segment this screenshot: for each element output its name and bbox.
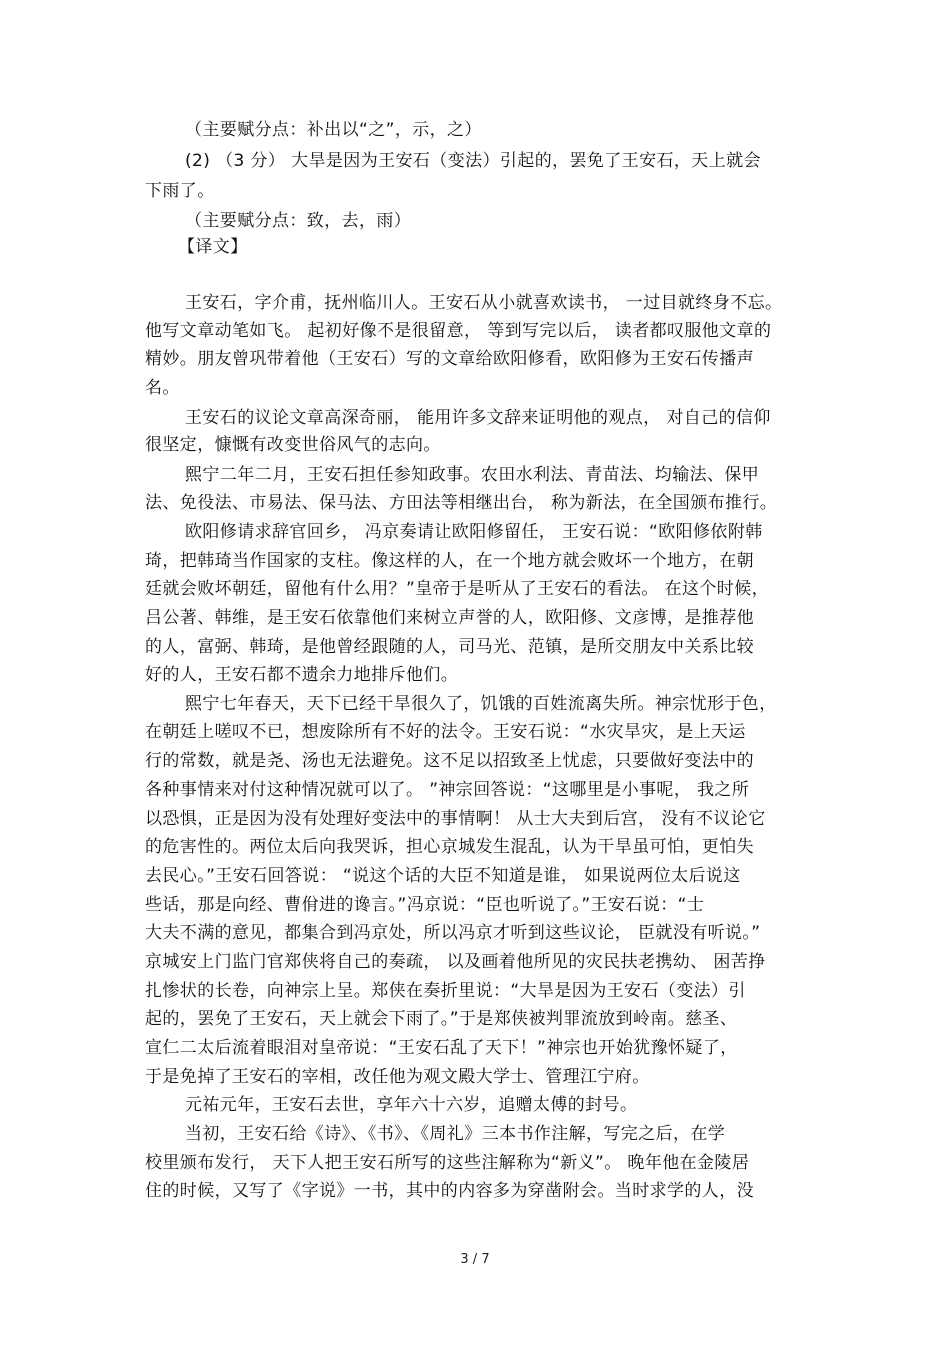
text-line: 于是免掉了王安石的宰相，改任他为观文殿大学士、管理江宁府。	[145, 1067, 650, 1087]
text-line: 扎惨状的长卷，向神宗上呈。郑侠在奏折里说：“大旱是因为王安石（变法）引	[145, 981, 746, 1001]
text-line: 行的常数，就是尧、汤也无法避免。这不足以招致圣上忧虑，只要做好变法中的	[145, 751, 754, 771]
text-line: 在朝廷上嗟叹不已，想废除所有不好的法令。王安石说：“水灾旱灾，是上天运	[145, 722, 746, 742]
page-number: 3 / 7	[460, 1252, 490, 1267]
text-line: 欧阳修请求辞官回乡， 冯京奏请让欧阳修留任， 王安石说：“欧阳修依附韩	[185, 522, 763, 542]
text-line: 下雨了。	[145, 181, 215, 201]
text-line: 的危害性的。两位太后向我哭诉，担心京城发生混乱，认为干旱虽可怕，更怕失	[145, 837, 754, 857]
text-line: (2) （3 分） 大旱是因为王安石（变法）引起的，罢免了王安石，天上就会	[185, 151, 761, 171]
text-line: 琦，把韩琦当作国家的支柱。像这样的人，在一个地方就会败坏一个地方，在朝	[145, 551, 754, 571]
text-line: 以恐惧，正是因为没有处理好变法中的事情啊！ 从士大夫到后宫， 没有不议论它	[145, 809, 766, 829]
text-line: 京城安上门监门官郑侠将自己的奏疏， 以及画着他所见的灾民扶老携幼、 困苦挣	[145, 952, 766, 972]
text-line: 各种事情来对付这种情况就可以了。 ”神宗回答说：“这哪里是小事呢， 我之所	[145, 780, 750, 800]
text-line: 熙宁二年二月，王安石担任参知政事。农田水利法、青苗法、均输法、保甲	[185, 465, 760, 485]
text-line: 好的人，王安石都不遗余力地排斥他们。	[145, 665, 459, 685]
text-line: 名。	[145, 378, 180, 398]
text-line: 法、免役法、市易法、保马法、方田法等相继出台， 称为新法，在全国颁布推行。	[145, 493, 778, 513]
text-line: 王安石，字介甫，抚州临川人。王安石从小就喜欢读书， 一过目就终身不忘。	[185, 293, 783, 313]
text-line: 王安石的议论文章高深奇丽， 能用许多文辞来证明他的观点， 对自己的信仰	[185, 408, 771, 428]
text-line: 大夫不满的意见，都集合到冯京处，所以冯京才听到这些议论， 臣就没有听说。”	[145, 923, 761, 943]
text-line: 【译文】	[178, 237, 248, 257]
text-line: （主要赋分点：补出以“之”，示，之）	[185, 120, 482, 140]
text-line: 廷就会败坏朝廷，留他有什么用？”皇帝于是听从了王安石的看法。 在这个时候，	[145, 579, 770, 599]
text-line: 住的时候，又写了《字说》一书，其中的内容多为穿凿附会。当时求学的人，没	[145, 1181, 754, 1201]
text-line: （主要赋分点：致，去，雨）	[185, 211, 412, 231]
text-line: 很坚定，慷慨有改变世俗风气的志向。	[145, 435, 441, 455]
text-line: 去民心。”王安石回答说： “说这个话的大臣不知道是谁， 如果说两位太后说这	[145, 866, 741, 886]
text-line: 当初，王安石给《诗》、《书》、《周礼》三本书作注解，写完之后，在学	[185, 1124, 726, 1144]
text-line: 宣仁二太后流着眼泪对皇帝说：“王安石乱了天下！”神宗也开始犹豫怀疑了，	[145, 1038, 738, 1058]
text-line: 熙宁七年春天，天下已经干旱很久了，饥饿的百姓流离失所。神宗忧形于色，	[185, 694, 777, 714]
text-line: 的人，富弼、韩琦，是他曾经跟随的人，司马光、范镇，是所交朋友中关系比较	[145, 637, 754, 657]
text-line: 他写文章动笔如飞。 起初好像不是很留意， 等到写完以后， 读者都叹服他文章的	[145, 321, 772, 341]
text-line: 元祐元年，王安石去世，享年六十六岁，追赠太傅的封号。	[185, 1095, 638, 1115]
text-line: 起的，罢免了王安石，天上就会下雨了。”于是郑侠被判罪流放到岭南。慈圣、	[145, 1009, 738, 1029]
text-line: 校里颁布发行， 天下人把王安石所写的这些注解称为“新义”。 晚年他在金陵居	[145, 1153, 750, 1173]
text-line: 吕公著、韩维，是王安石依靠他们来树立声誉的人，欧阳修、文彦博，是推荐他	[145, 608, 754, 628]
text-line: 精妙。朋友曾巩带着他（王安石）写的文章给欧阳修看，欧阳修为王安石传播声	[145, 349, 754, 369]
text-line: 些话，那是向经、曹佾进的谗言。”冯京说：“臣也听说了。”王安石说：“士	[145, 895, 705, 915]
